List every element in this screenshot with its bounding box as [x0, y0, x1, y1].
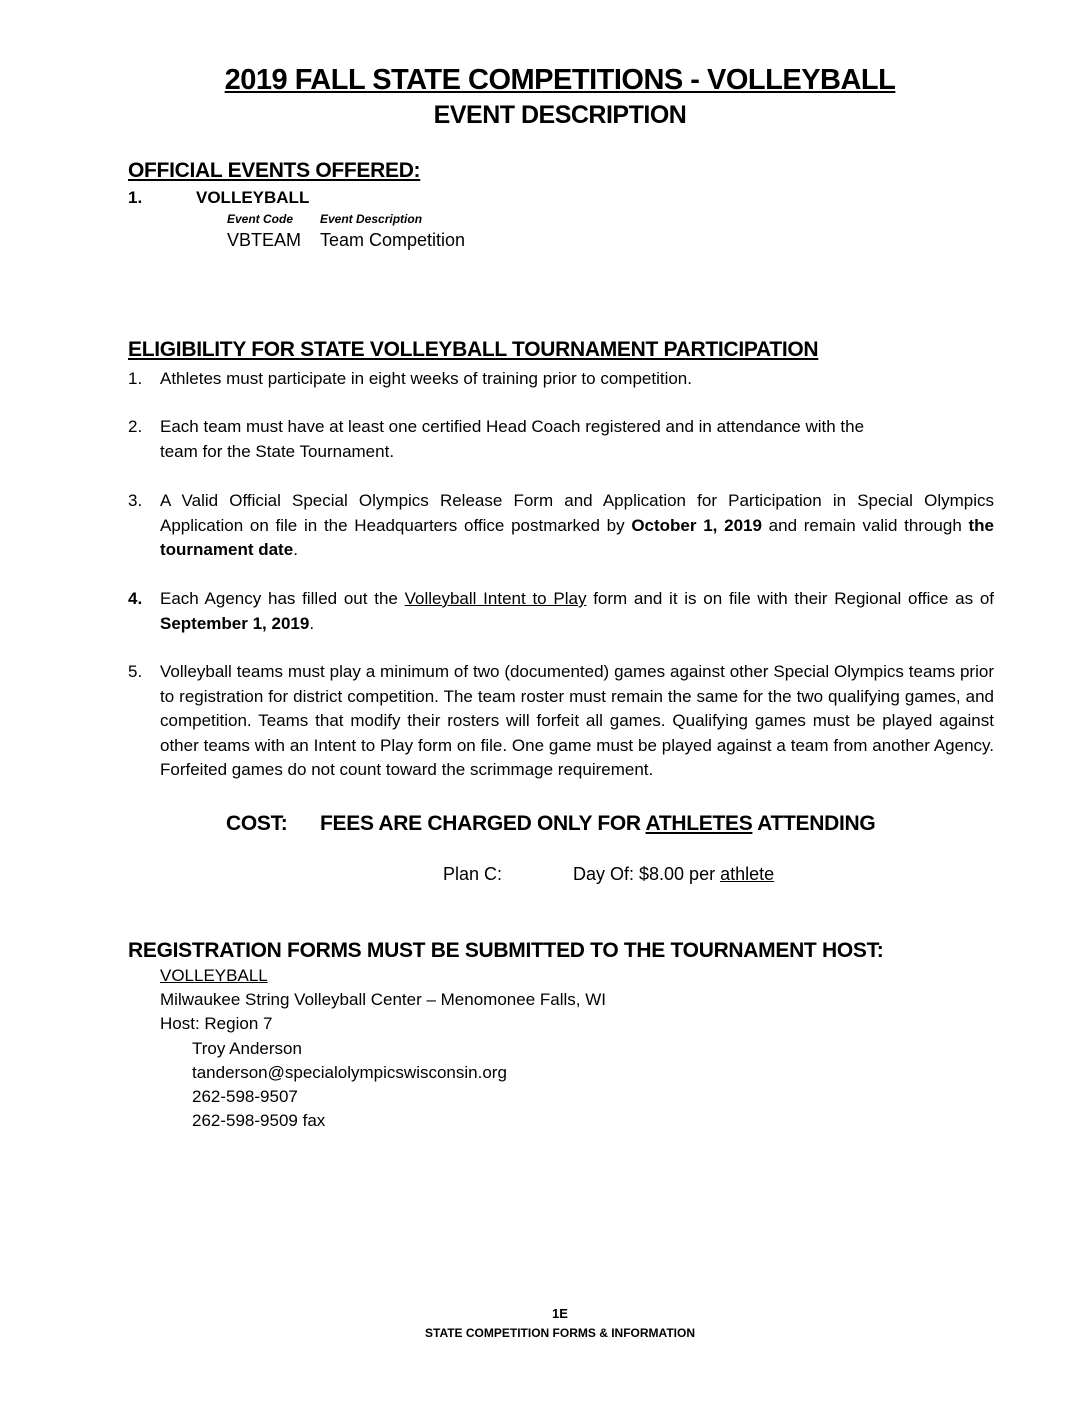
footer-label: STATE COMPETITION FORMS & INFORMATION: [425, 1326, 695, 1340]
valid-through: the tournament date: [160, 515, 995, 559]
eligibility-heading: ELIGIBILITY FOR STATE VOLLEYBALL TOURNAMENT PARTICIPATION: [128, 338, 819, 361]
item-number: 2.: [128, 417, 143, 436]
item-text: Volleyball teams must play a minimum of two (documented) games against other Special Olympics teams prior to registration for district competition. The team roster must remain the same for the two qualifying games, and competition. Teams that modify their rosters will forfeit all games. Qualifying games must be played against other teams with an Intent to Play form on file. One game must be played against a team from another Agency. Forfeited games do not count toward the scrimmage requirement.: [160, 662, 994, 779]
event-code: VBTEAM: [227, 230, 302, 250]
fees-text: ATTENDING: [752, 812, 876, 835]
eligibility-item-3: [128, 489, 994, 563]
item-text-part: A Valid Official Special Olympics Release Form and Application for Participation in Special Olympics Application on file in the Headquarters office postmarked by: [160, 491, 994, 535]
events-heading: OFFICIAL EVENTS OFFERED:: [128, 159, 421, 182]
registration-block: [160, 964, 606, 1133]
item-text-line-2: team for the State Tournament.: [160, 441, 395, 461]
cost-label: COST:: [226, 812, 288, 835]
item-text: [160, 587, 994, 636]
item-number: 4.: [128, 589, 143, 608]
cost-fees: [320, 812, 875, 836]
item-text-part: .: [309, 613, 315, 633]
item-text: [160, 489, 994, 563]
item-text: [160, 415, 994, 464]
contact-email[interactable]: tanderson@specialolympicswisconsin.org: [192, 1062, 507, 1082]
item-text-part: form and it is on file with their Regional office as of: [586, 589, 994, 608]
deadline-date: October 1, 2019: [631, 515, 762, 535]
page-subtitle: EVENT DESCRIPTION: [433, 101, 687, 129]
item-text-part: and remain valid through: [761, 515, 969, 535]
fees-athletes: ATHLETES: [645, 812, 753, 835]
registration-host: Host: Region 7: [160, 1014, 273, 1034]
plan-fee-text: Day Of: $8.00 per: [573, 864, 721, 884]
contact-fax: 262-598-9509 fax: [192, 1111, 326, 1131]
plan-label: Plan C:: [443, 864, 503, 884]
event-sport: VOLLEYBALL: [196, 188, 310, 207]
item-text-part: .: [293, 540, 298, 559]
contact-name: Troy Anderson: [192, 1038, 302, 1058]
contact-phone: 262-598-9507: [192, 1087, 298, 1107]
registration-heading: REGISTRATION FORMS MUST BE SUBMITTED TO THE TOURNAMENT HOST:: [128, 939, 884, 962]
item-text: Athletes must participate in eight weeks of training prior to competition.: [160, 369, 692, 388]
item-number: 3.: [128, 491, 143, 510]
event-description-header: Event Description: [320, 212, 423, 226]
fees-text: FEES ARE CHARGED ONLY FOR: [320, 812, 646, 835]
plan-fee-unit: athlete: [720, 864, 775, 884]
event-code-header: Event Code: [227, 212, 294, 226]
registration-venue: Milwaukee String Volleyball Center – Menomonee Falls, WI: [160, 990, 606, 1010]
event-number: 1.: [128, 188, 143, 207]
page-title: 2019 FALL STATE COMPETITIONS - VOLLEYBALL: [224, 64, 896, 96]
plan-fee: [573, 864, 774, 885]
registration-sport: VOLLEYBALL: [160, 966, 268, 985]
eligibility-item-5: [128, 660, 994, 783]
deadline-date: September 1, 2019: [160, 613, 310, 633]
item-text-part: Each Agency has filled out the: [160, 589, 405, 608]
eligibility-item-4: [128, 587, 994, 636]
eligibility-item-2: [128, 415, 994, 464]
item-text-line-1: Each team must have at least one certified Head Coach registered and in attendance with the: [160, 417, 865, 436]
event-description: Team Competition: [320, 230, 466, 250]
eligibility-item-1: [128, 367, 994, 392]
item-number: 5.: [128, 662, 143, 681]
intent-to-play-link[interactable]: Volleyball Intent to Play: [404, 589, 587, 608]
item-number: 1.: [128, 369, 143, 388]
page-number: 1E: [552, 1306, 568, 1321]
